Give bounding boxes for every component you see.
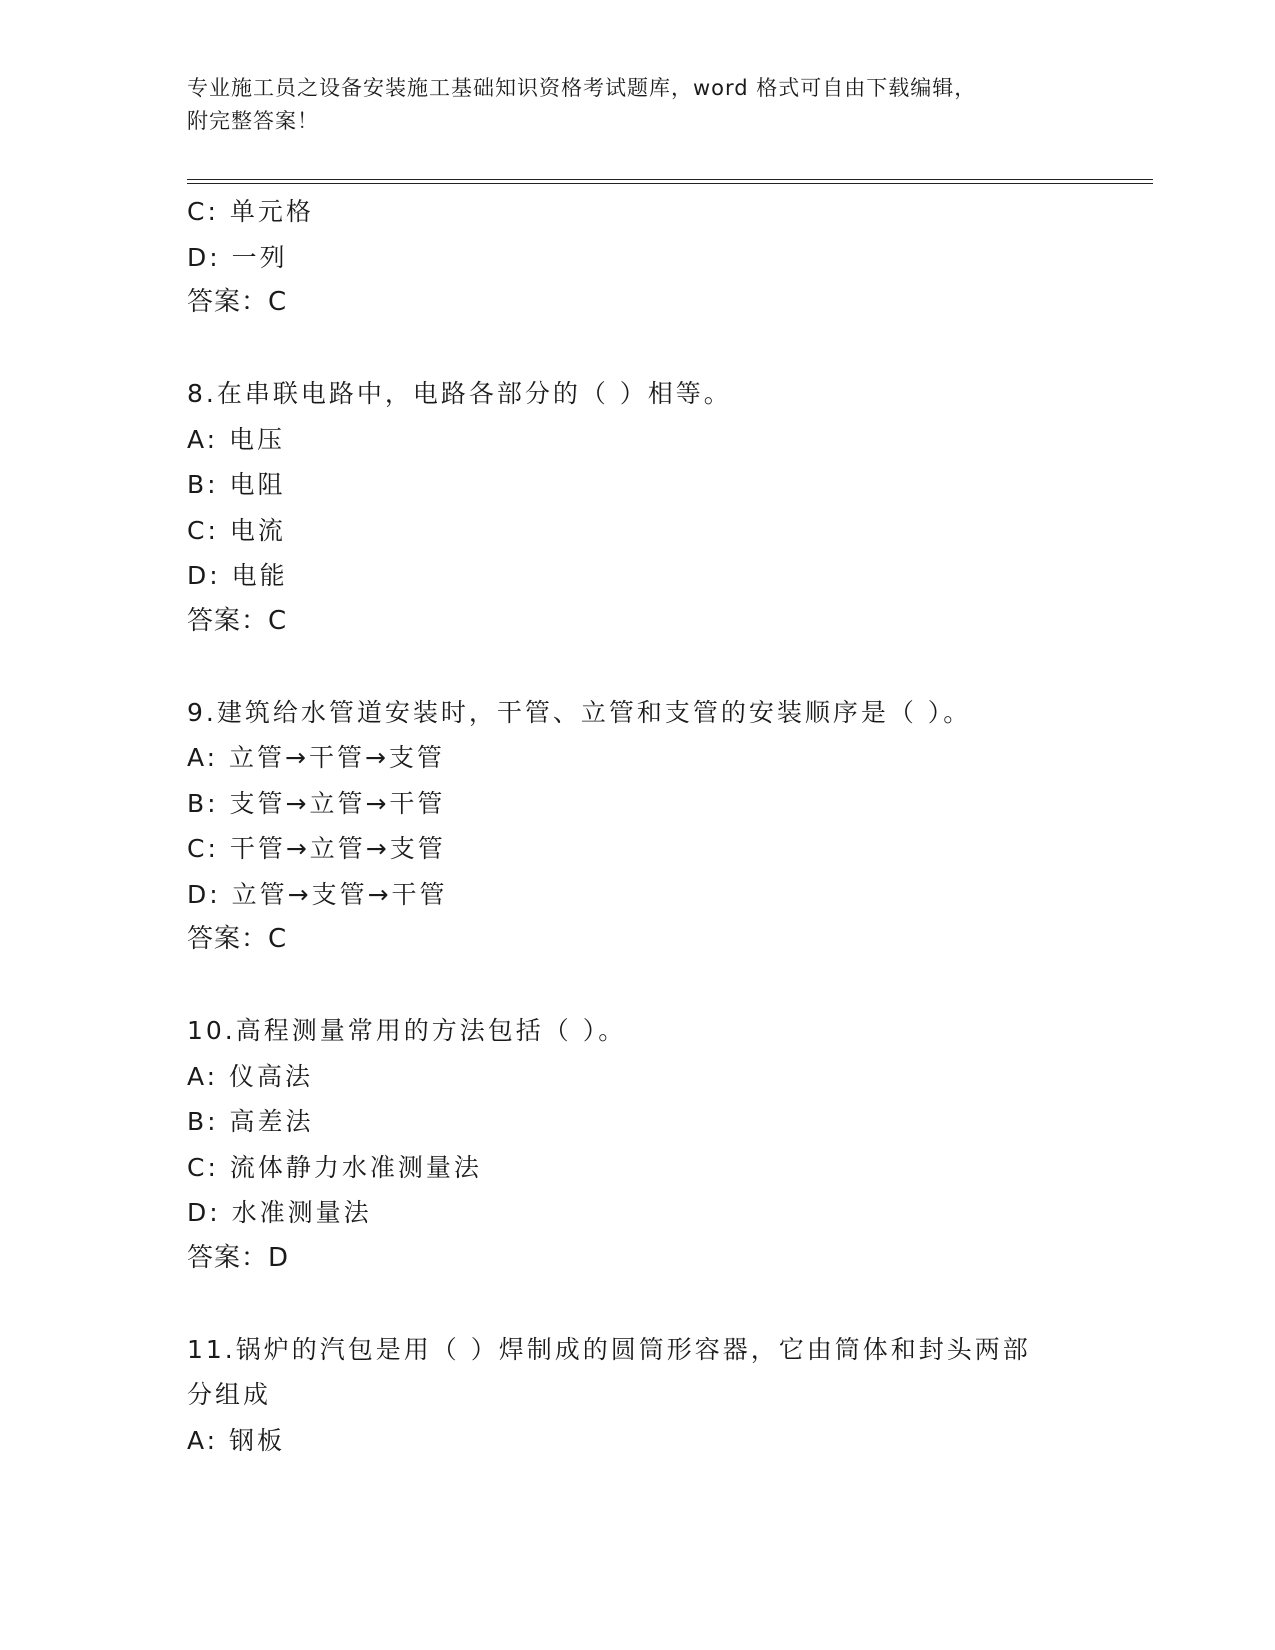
- option-d: D: 水准测量法: [187, 1198, 372, 1227]
- option-c: C: 流体静力水准测量法: [187, 1152, 482, 1182]
- option-d: D: 立管→支管→干管: [187, 879, 448, 909]
- question-8: [187, 371, 1087, 644]
- option-c: C: 干管→立管→支管: [187, 834, 446, 863]
- question-stem: 8.在串联电路中，电路各部分的（ ）相等。: [187, 379, 732, 408]
- spacer: [187, 326, 1087, 372]
- spacer: [187, 1281, 1087, 1327]
- question-stem-line-1: 11.锅炉的汽包是用（ ）焊制成的圆筒形容器，它由筒体和封头两部: [187, 1334, 1031, 1364]
- document-header: [187, 72, 1067, 138]
- answer-label: 答案：C: [187, 287, 288, 317]
- option-d: D: 一列: [187, 242, 288, 272]
- header-divider-top: [187, 179, 1153, 180]
- question-11: [187, 1327, 1087, 1464]
- option-a: A: 钢板: [187, 1425, 286, 1455]
- question-10: [187, 1008, 1087, 1281]
- header-divider-bottom: [187, 183, 1153, 184]
- answer-label: 答案：C: [187, 605, 288, 636]
- header-line-2: 附完整答案！: [187, 109, 319, 133]
- header-line-1: 专业施工员之设备安装施工基础知识资格考试题库，word 格式可自由下载编辑，: [187, 76, 977, 100]
- question-stem: 10.高程测量常用的方法包括（ ）。: [187, 1016, 627, 1045]
- spacer: [187, 963, 1087, 1009]
- option-a: A: 仪高法: [187, 1061, 314, 1091]
- option-b: B: 电阻: [187, 470, 286, 499]
- spacer: [187, 644, 1087, 690]
- option-c: C: 电流: [187, 515, 286, 545]
- option-a: A: 立管→干管→支管: [187, 743, 445, 772]
- question-stem: 9.建筑给水管道安装时，干管、立管和支管的安装顺序是（ ）。: [187, 697, 972, 727]
- answer-label: 答案：D: [187, 1242, 290, 1273]
- question-stem-line-2: 分组成: [187, 1380, 272, 1409]
- question-7-continued: [187, 189, 1087, 326]
- answer-label: 答案：C: [187, 924, 288, 954]
- option-b: B: 高差法: [187, 1107, 314, 1136]
- option-a: A: 电压: [187, 424, 286, 454]
- option-d: D: 电能: [187, 561, 288, 590]
- option-b: B: 支管→立管→干管: [187, 788, 446, 818]
- option-c: C: 单元格: [187, 197, 314, 226]
- question-list: [187, 189, 1087, 1463]
- question-9: [187, 690, 1087, 963]
